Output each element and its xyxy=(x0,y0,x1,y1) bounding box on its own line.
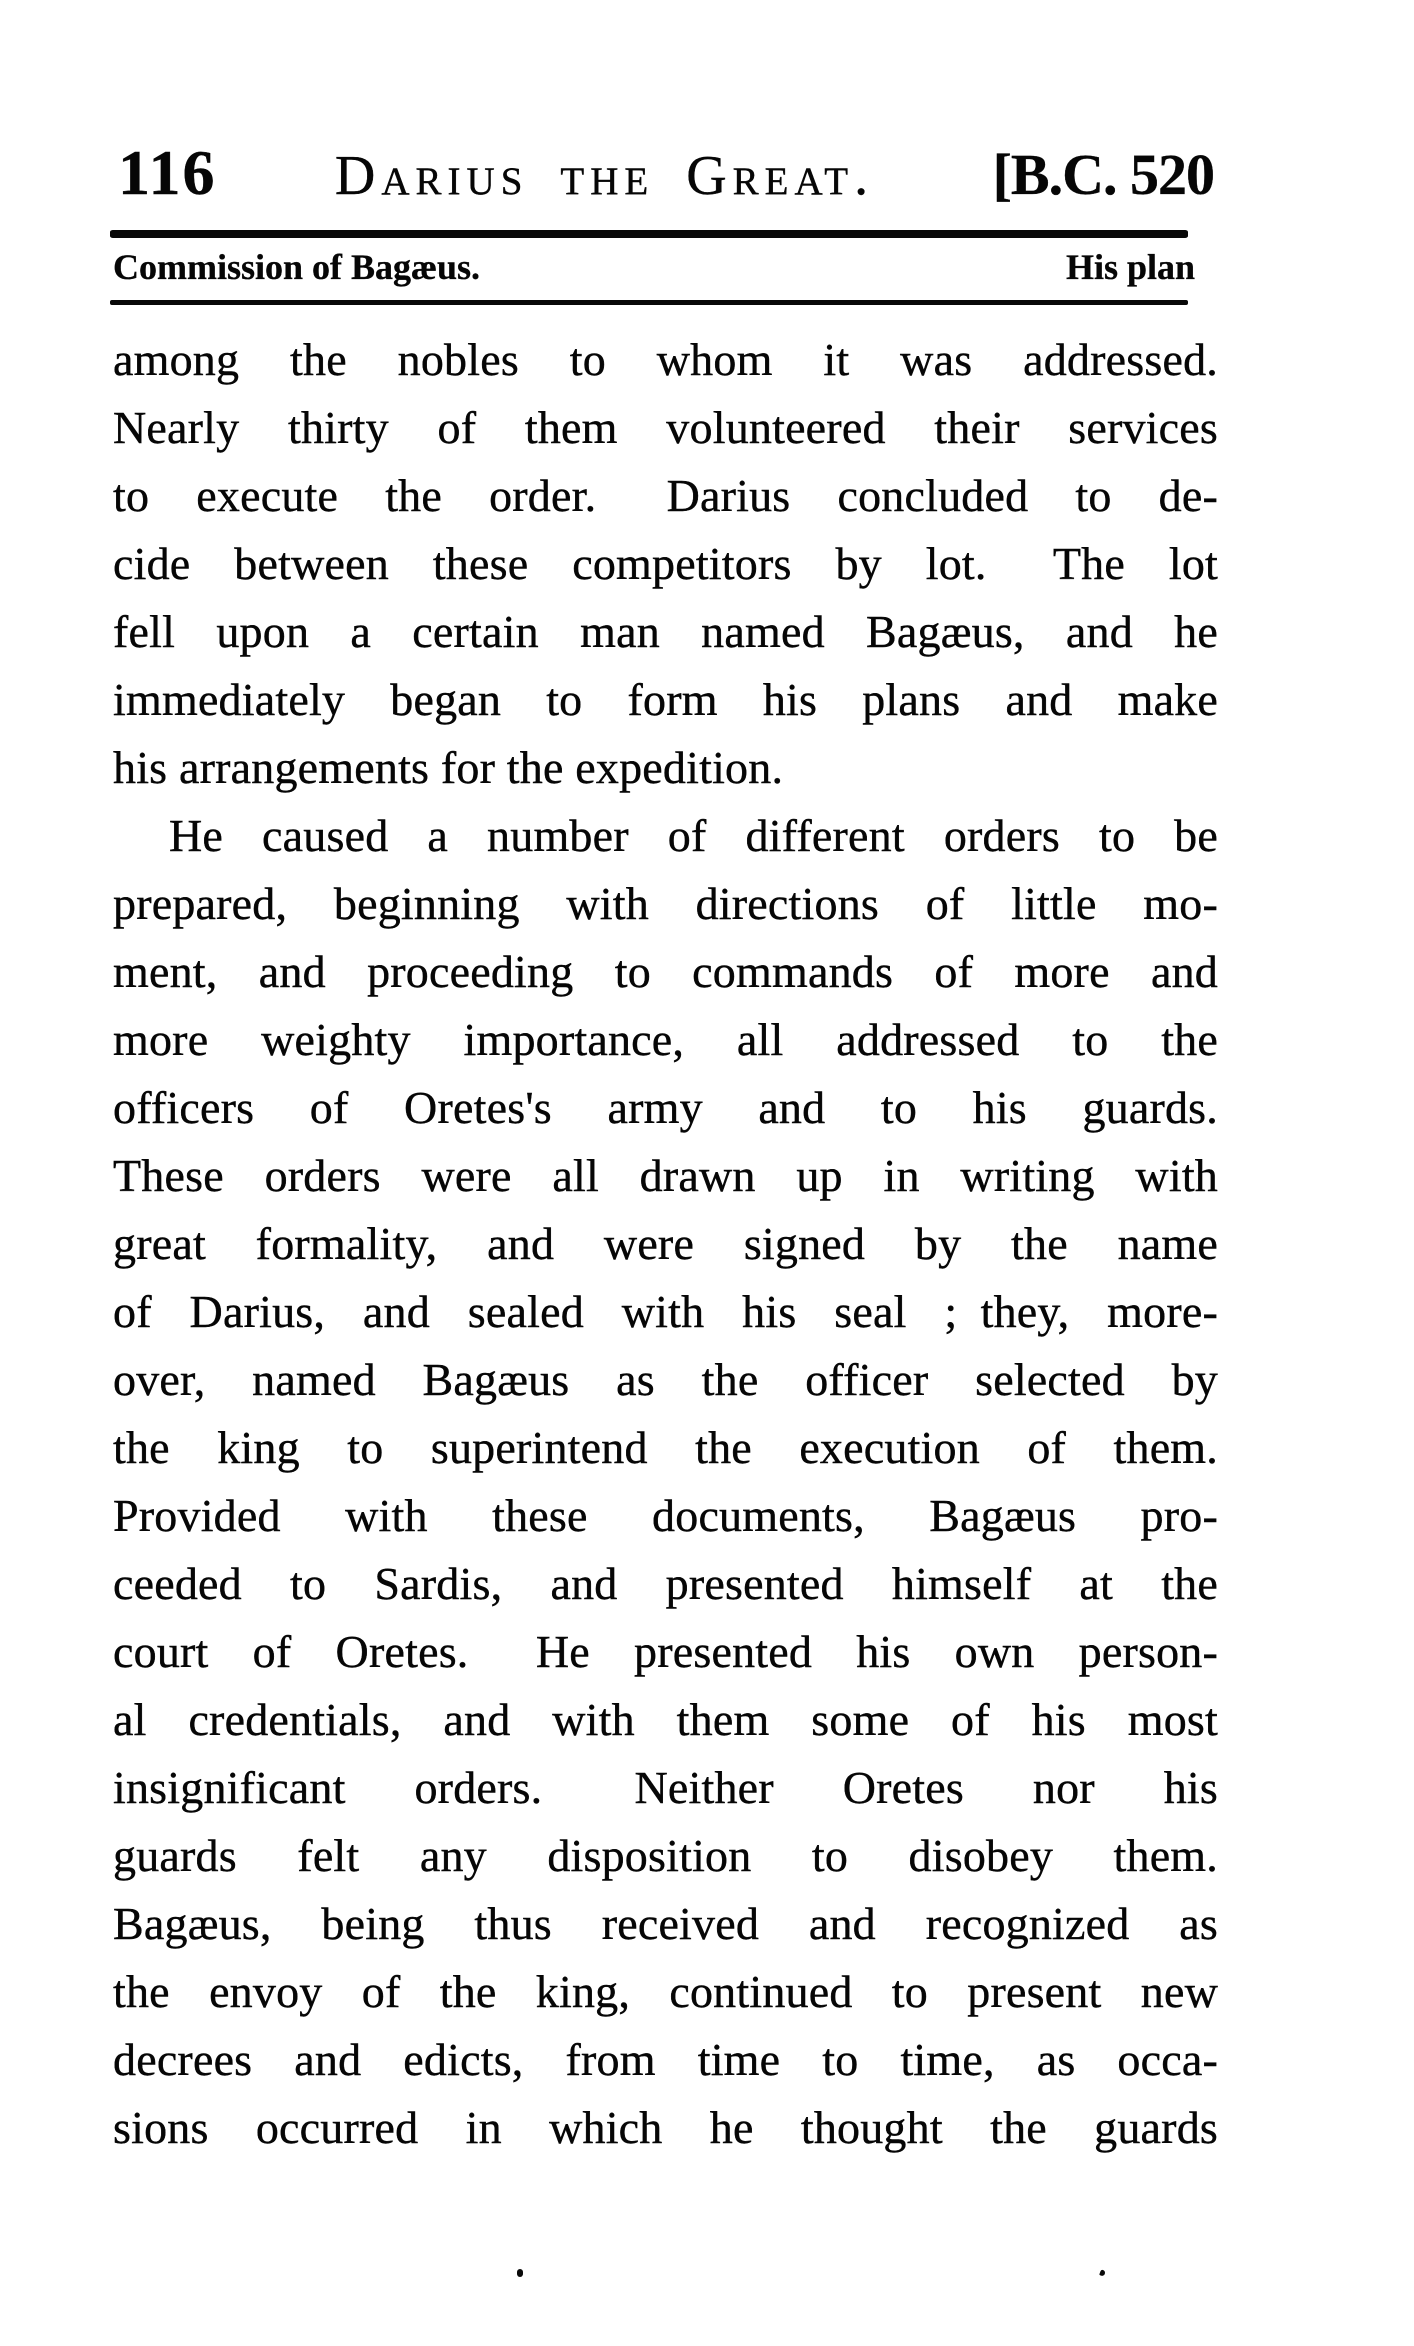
running-head-rule xyxy=(110,300,1188,305)
text-line: Nearly thirty of them volunteered their services xyxy=(113,402,1218,453)
text-line: the king to superintend the execution of them. xyxy=(113,1422,1218,1473)
running-head-left: Commission of Bagæus. xyxy=(113,247,481,287)
text-line: great formality, and were signed by the name xyxy=(113,1218,1218,1269)
text-line: He caused a number of different orders to be xyxy=(169,810,1218,861)
text-line: Bagæus, being thus received and recognized as xyxy=(113,1898,1218,1949)
text-line: officers of Oretes's army and to his guards. xyxy=(113,1082,1218,1133)
text-line: to execute the order. Darius concluded to de- xyxy=(113,470,1218,521)
ink-speck-left xyxy=(517,2269,523,2277)
text-line: decrees and edicts, from time to time, as occa- xyxy=(113,2034,1218,2085)
running-head-right: His plan xyxy=(1065,247,1195,287)
text-line: immediately began to form his plans and make xyxy=(113,674,1218,725)
text-line: among the nobles to whom it was addressed. xyxy=(113,334,1218,385)
text-line: Provided with these documents, Bagæus pro- xyxy=(113,1490,1218,1541)
ink-speck-right xyxy=(1099,2269,1106,2276)
page-header xyxy=(118,136,1214,210)
text-line: fell upon a certain man named Bagæus, and he xyxy=(113,606,1218,657)
text-line: ceeded to Sardis, and presented himself at the xyxy=(113,1558,1218,1609)
text-line: prepared, beginning with directions of little mo- xyxy=(113,878,1218,929)
page-number: 116 xyxy=(118,137,217,208)
text-line: over, named Bagæus as the officer selected by xyxy=(113,1354,1218,1405)
top-double-rule xyxy=(110,230,1188,238)
page-title: Darius the Great. xyxy=(334,145,875,207)
text-line: sions occurred in which he thought the guards xyxy=(113,2102,1218,2153)
text-line: his arrangements for the expedition. xyxy=(113,742,784,793)
page-date: [B.C. 520 xyxy=(992,142,1214,207)
text-line: guards felt any disposition to disobey them. xyxy=(113,1830,1218,1881)
text-line: al credentials, and with them some of his most xyxy=(113,1694,1218,1745)
body-text xyxy=(113,326,1218,2162)
text-line: These orders were all drawn up in writing with xyxy=(113,1150,1218,1201)
text-line: court of Oretes. He presented his own person- xyxy=(113,1626,1218,1677)
text-line: of Darius, and sealed with his seal ; they, more- xyxy=(113,1286,1218,1337)
text-line: cide between these competitors by lot. The lot xyxy=(113,538,1218,589)
text-line: ment, and proceeding to commands of more and xyxy=(113,946,1218,997)
text-line: insignificant orders. Neither Oretes nor his xyxy=(113,1762,1218,1813)
text-line: more weighty importance, all addressed to the xyxy=(113,1014,1218,1065)
text-line: the envoy of the king, continued to present new xyxy=(113,1966,1218,2017)
running-heads xyxy=(113,246,1195,288)
